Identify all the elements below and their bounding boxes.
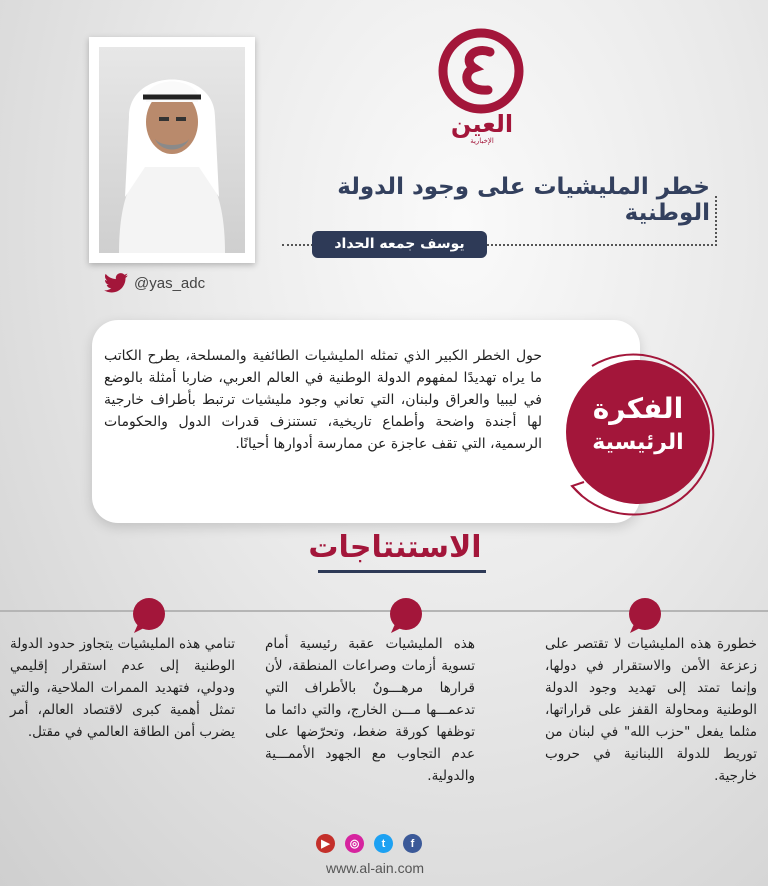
twitter-bird-icon <box>104 273 128 293</box>
social-icons-row <box>316 834 422 853</box>
author-photo <box>89 37 255 263</box>
twitter-handle-text: @yas_adc <box>134 274 206 292</box>
main-idea-label-line1: الفكرة <box>592 392 684 425</box>
author-portrait-icon <box>99 47 245 253</box>
facebook-icon[interactable]: f <box>403 834 422 853</box>
main-idea-text: حول الخطر الكبير الذي تمثله المليشيات الطائفية والمسلحة، يطرح الكاتب ما يراه تهديدًا لمفهوم الدولة الوطنية في العالم العربي، ضاربا أمثلة بالوضع في ليبيا والعراق ولبنان، التي تعاني وجود مليشيات ترتبط بأطراف خارجية لها أجندة واضحة وأطماع تاريخية، تستنزف قدرات الدول والحكومات الرسمية، التي تقف عاجزة عن ممارسة أدوارها أحيانًا. <box>104 348 542 452</box>
logo-subtitle: الإخبارية <box>470 137 494 145</box>
instagram-icon[interactable]: ◎ <box>345 834 364 853</box>
conclusions-underline <box>318 570 486 573</box>
logo-wordmark: العين <box>450 110 514 138</box>
conclusion-item-2: هذه المليشيات عقبة رئيسية أمام تسوية أزمات وصراعات المنطقة، لأن قرارها مرهـــونٌ بالأطراف التي تدعمـــها مـــن الخارج، والتي دائما ما توظفها كورقة ضغط، وتحرّضها على عدم التجاوب مع الجهود الأممـــية والدولية. <box>265 636 475 784</box>
speech-bubble-icon <box>626 596 664 634</box>
main-idea-label-line2: الرئيسية <box>592 430 684 455</box>
author-name-badge: يوسف جمعه الحداد <box>312 231 487 258</box>
twitter-icon[interactable]: t <box>374 834 393 853</box>
twitter-handle-row[interactable] <box>104 272 205 294</box>
conclusion-item-1: خطورة هذه المليشيات لا تقتصر على زعزعة الأمن والاستقرار في دولها، وإنما تمتد إلى تهديد وجود الدولة الوطنية ومحاولة القفز على قراراتها، مثلما يفعل "حزب الله" في لبنان من توريط للدولة اللبنانية في حروب خارجية. <box>545 636 757 784</box>
speech-bubble-icon <box>130 596 168 634</box>
conclusions-heading: الاستنتاجات <box>308 530 482 565</box>
al-ain-logo-icon <box>438 28 524 114</box>
speech-bubble-icon <box>387 596 425 634</box>
youtube-icon[interactable]: ▶ <box>316 834 335 853</box>
website-link[interactable]: www.al-ain.com <box>325 860 425 876</box>
conclusion-item-3: تنامي هذه المليشيات يتجاوز حدود الدولة الوطنية إلى عدم استقرار إقليمي ودولي، فتهديد الممرات الملاحية، والتي تمثل أهمية كبرى لاقتصاد العالم، أمر يضرب أمن الطاقة العالمي في مقتل. <box>10 636 235 740</box>
article-title: خطر المليشيات على وجود الدولة الوطنية <box>337 174 710 226</box>
